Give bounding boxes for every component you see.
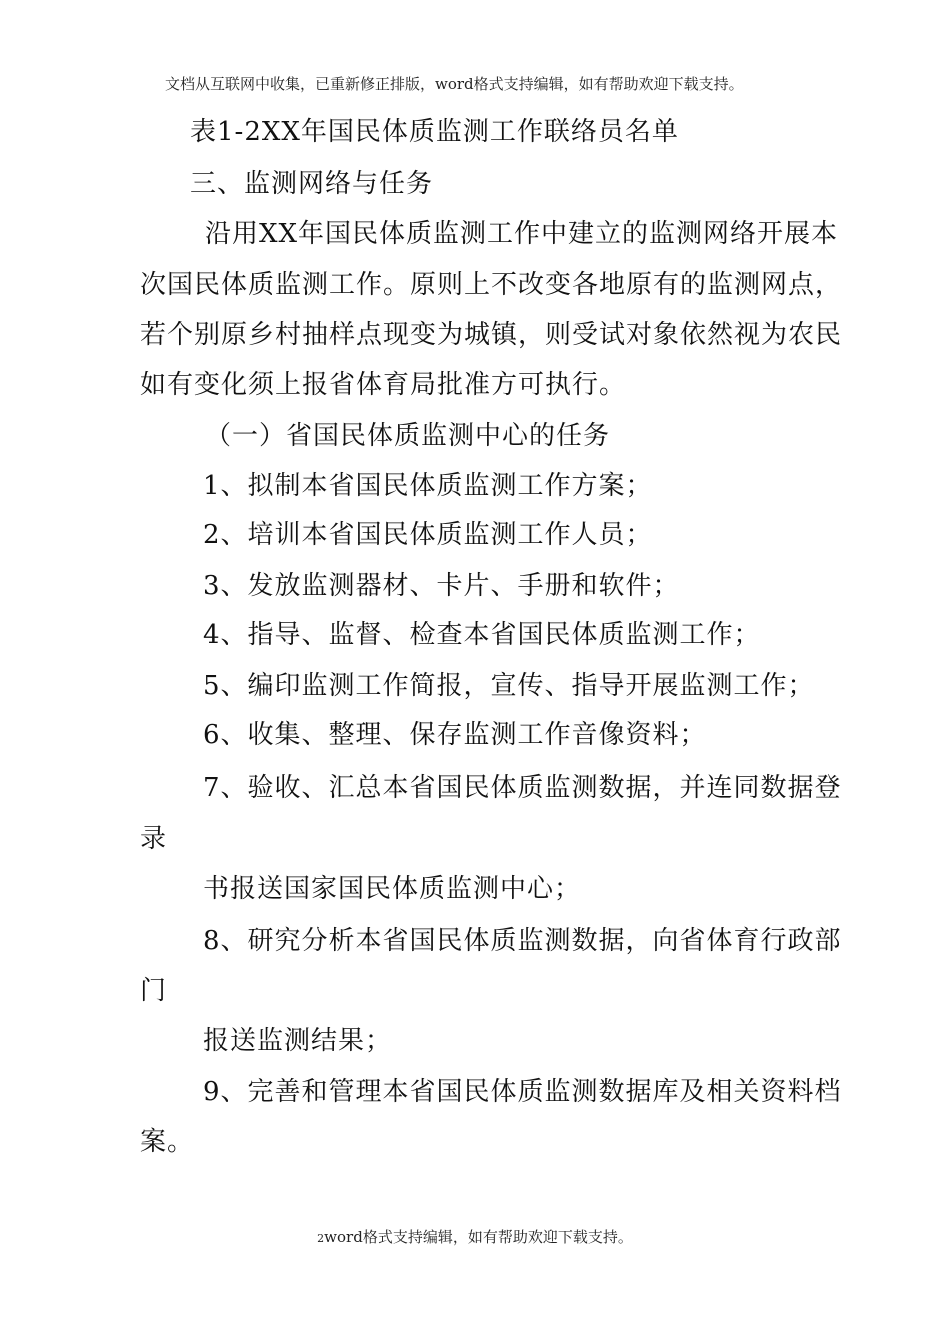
paragraph-line: 沿用XX年国民体质监测工作中建立的监测网络开展本 (205, 219, 839, 249)
list-item: 1、拟制本省国民体质监测工作方案； (203, 471, 653, 501)
list-item: 6、收集、整理、保存监测工作音像资料； (203, 720, 707, 750)
list-item: 8、研究分析本省国民体质监测数据，向省体育行政部 (203, 926, 842, 956)
footer-text: word格式支持编辑，如有帮助欢迎下载支持。 (324, 1228, 633, 1246)
list-item: 2、培训本省国民体质监测工作人员； (203, 520, 653, 550)
list-item: 7、验收、汇总本省国民体质监测数据，并连同数据登 (203, 773, 842, 803)
subsection-heading: （一）省国民体质监测中心的任务 (205, 421, 611, 451)
paragraph-line: 若个别原乡村抽样点现变为城镇，则受试对象依然视为农民 (140, 320, 843, 350)
paragraph-line: 如有变化须上报省体育局批准方可执行。 (140, 370, 627, 400)
list-item-continuation: 报送监测结果； (203, 1026, 393, 1056)
page-number: 2 (317, 1232, 325, 1245)
table-caption: 表1-2XX年国民体质监测工作联络员名单 (190, 117, 679, 147)
list-item-continuation: 门 (140, 976, 168, 1006)
list-item: 4、指导、监督、检查本省国民体质监测工作； (203, 620, 761, 650)
list-item: 5、编印监测工作简报，宣传、指导开展监测工作； (203, 671, 815, 701)
section-heading: 三、监测网络与任务 (190, 169, 434, 199)
list-item-continuation: 案。 (140, 1127, 195, 1157)
paragraph-line: 次国民体质监测工作。原则上不改变各地原有的监测网点， (140, 270, 843, 300)
footer-note (0, 1227, 950, 1249)
list-item: 9、完善和管理本省国民体质监测数据库及相关资料档 (203, 1077, 842, 1107)
list-item: 3、发放监测器材、卡片、手册和软件； (203, 571, 680, 601)
list-item-continuation: 录 (140, 824, 168, 854)
list-item-continuation: 书报送国家国民体质监测中心； (203, 874, 582, 904)
header-note: 文档从互联网中收集，已重新修正排版，word格式支持编辑，如有帮助欢迎下载支持。 (165, 75, 744, 93)
